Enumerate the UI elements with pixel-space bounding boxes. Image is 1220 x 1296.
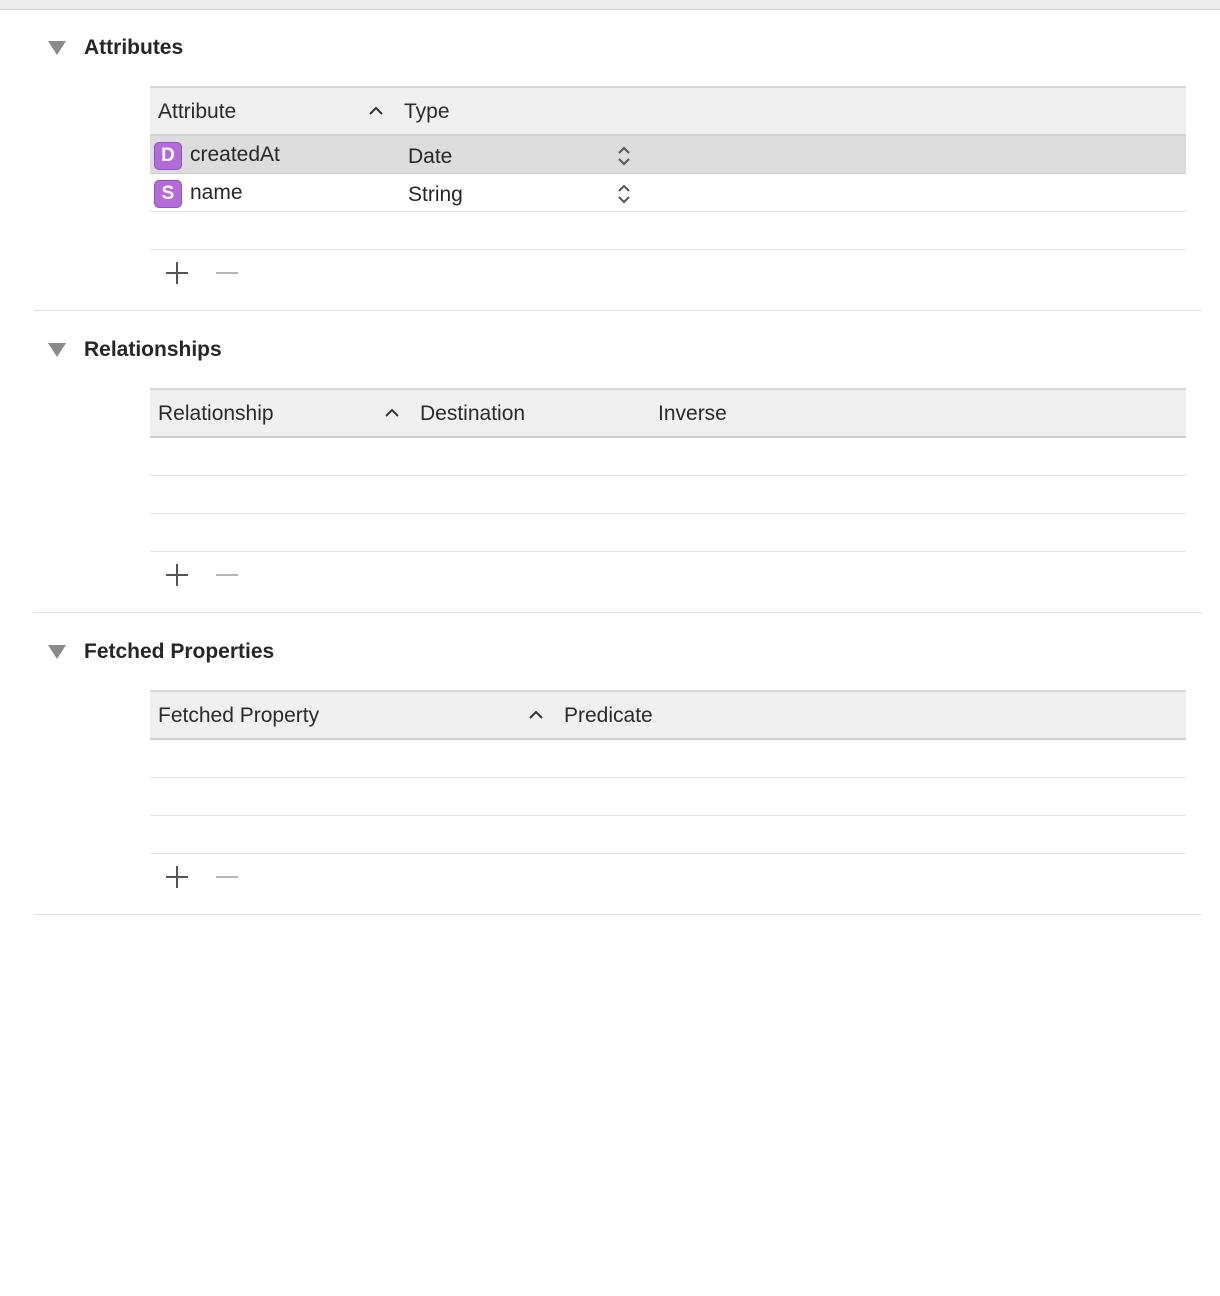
- window-top-strip: [0, 0, 1220, 10]
- empty-row: [150, 740, 1186, 778]
- up-down-chevron-icon[interactable]: [616, 182, 632, 206]
- empty-row: [150, 212, 1186, 250]
- section-divider: [34, 310, 1202, 311]
- remove-attribute-button[interactable]: [213, 259, 241, 287]
- attribute-name[interactable]: createdAt: [190, 143, 280, 166]
- attributes-disclosure-icon[interactable]: [48, 41, 66, 55]
- empty-row: [150, 438, 1186, 476]
- attribute-row[interactable]: [150, 136, 1186, 174]
- fetched-properties-disclosure-icon[interactable]: [48, 645, 66, 659]
- remove-fetched-property-button[interactable]: [213, 863, 241, 891]
- fetched-properties-section-title: Fetched Properties: [84, 640, 275, 663]
- empty-row: [150, 778, 1186, 816]
- column-header-fetched-property[interactable]: Fetched Property: [158, 704, 320, 727]
- column-header-type[interactable]: Type: [404, 100, 450, 123]
- sort-ascending-icon[interactable]: [365, 100, 387, 122]
- attribute-row[interactable]: [150, 174, 1186, 212]
- fetched-properties-table-header: [150, 690, 1186, 740]
- column-header-predicate[interactable]: Predicate: [564, 704, 653, 727]
- add-relationship-button[interactable]: [163, 561, 191, 589]
- attribute-name[interactable]: name: [190, 181, 243, 204]
- sort-ascending-icon[interactable]: [381, 402, 403, 424]
- column-header-attribute[interactable]: Attribute: [158, 100, 237, 123]
- remove-relationship-button[interactable]: [213, 561, 241, 589]
- column-header-relationship[interactable]: Relationship: [158, 402, 274, 425]
- relationships-table-header: [150, 388, 1186, 438]
- date-type-badge-icon: D: [154, 142, 182, 170]
- up-down-chevron-icon[interactable]: [616, 144, 632, 168]
- attributes-section-title: Attributes: [84, 36, 184, 59]
- attribute-type-popup[interactable]: String: [408, 183, 463, 206]
- section-divider: [34, 914, 1202, 915]
- attributes-table-header: [150, 86, 1186, 136]
- string-type-badge-icon: S: [154, 180, 182, 208]
- empty-row: [150, 476, 1186, 514]
- relationships-section-title: Relationships: [84, 338, 222, 361]
- column-header-inverse[interactable]: Inverse: [658, 402, 727, 425]
- column-header-destination[interactable]: Destination: [420, 402, 526, 425]
- add-attribute-button[interactable]: [163, 259, 191, 287]
- empty-row: [150, 514, 1186, 552]
- section-divider: [34, 612, 1202, 613]
- empty-row: [150, 816, 1186, 854]
- sort-ascending-icon[interactable]: [525, 704, 547, 726]
- attribute-type-popup[interactable]: Date: [408, 145, 453, 168]
- relationships-disclosure-icon[interactable]: [48, 343, 66, 357]
- add-fetched-property-button[interactable]: [163, 863, 191, 891]
